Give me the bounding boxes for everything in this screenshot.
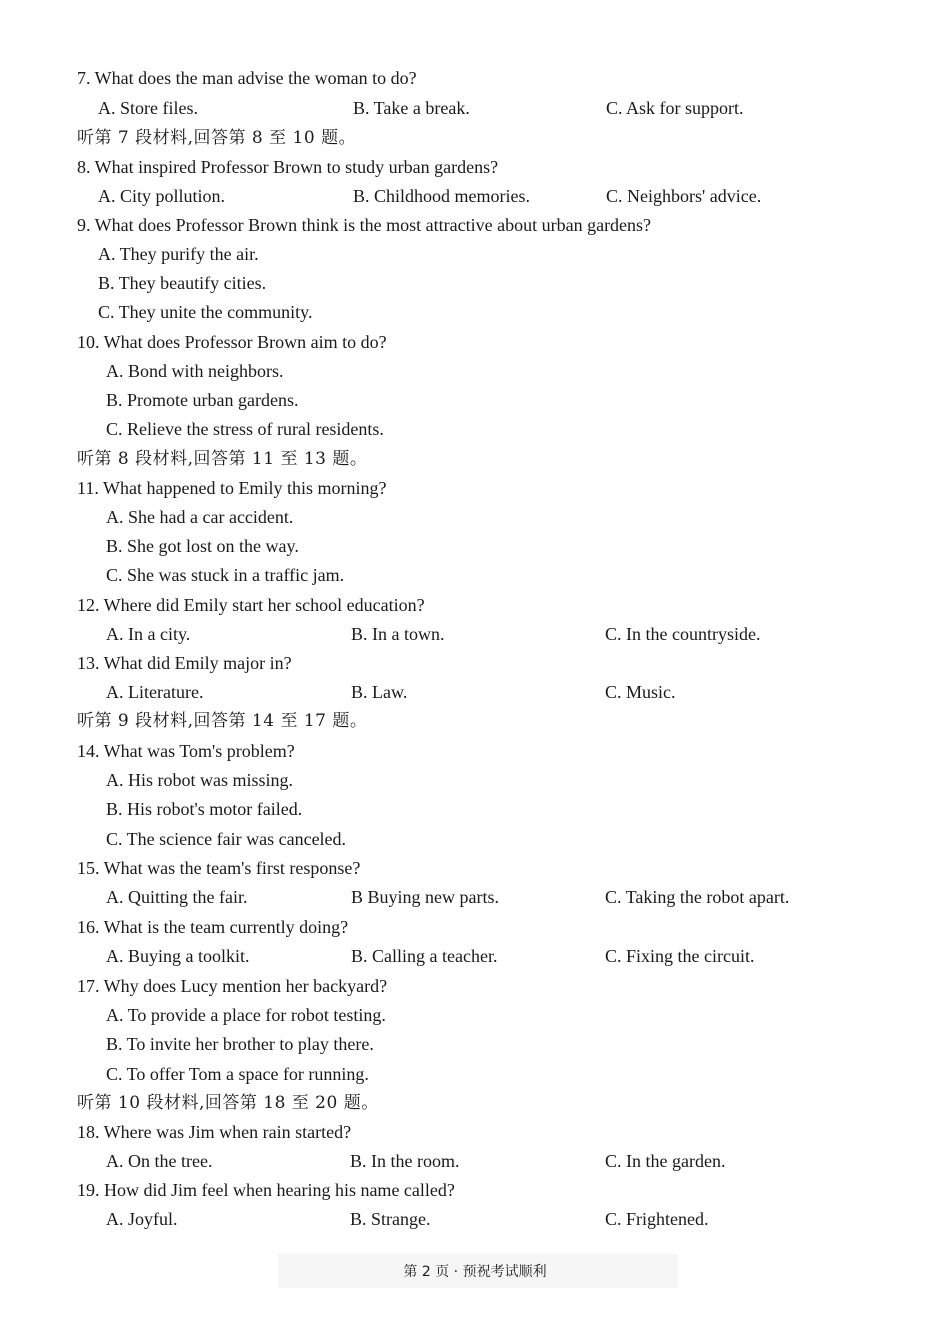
option-a: A. Joyful.: [106, 1209, 178, 1229]
option-a: A. Store files.: [98, 98, 198, 118]
question-14-option-c: C. The science fair was canceled.: [106, 829, 347, 849]
question-9-option-a: A. They purify the air.: [98, 244, 259, 264]
option-c: C. Taking the robot apart.: [605, 887, 790, 907]
question-11-option-b: B. She got lost on the way.: [106, 536, 299, 556]
question-10-option-b: B. Promote urban gardens.: [106, 390, 299, 410]
question-14-option-a: A. His robot was missing.: [106, 770, 294, 790]
question-10-stem: 10. What does Professor Brown aim to do?: [77, 332, 387, 352]
question-16-stem: 16. What is the team currently doing?: [77, 917, 349, 937]
question-16-options: [0, 945, 950, 967]
question-18-stem: 18. Where was Jim when rain started?: [77, 1122, 352, 1142]
question-8-stem: 8. What inspired Professor Brown to study urban gardens?: [77, 157, 499, 177]
option-c: C. Fixing the circuit.: [605, 946, 755, 966]
option-a: A. Buying a toolkit.: [106, 946, 250, 966]
question-14-option-b: B. His robot's motor failed.: [106, 799, 303, 819]
question-12-options: [0, 623, 950, 645]
question-13-options: [0, 681, 950, 703]
option-b: B. Strange.: [350, 1209, 431, 1229]
question-19-options: [0, 1208, 950, 1230]
question-19-stem: 19. How did Jim feel when hearing his name called?: [77, 1180, 455, 1200]
question-12-stem: 12. Where did Emily start her school education?: [77, 595, 425, 615]
question-7-options: [0, 97, 950, 119]
option-a: A. On the tree.: [106, 1151, 213, 1171]
question-17-option-c: C. To offer Tom a space for running.: [106, 1064, 369, 1084]
section-10-heading: 听第 10 段材料,回答第 18 至 20 题。: [77, 1093, 379, 1113]
option-b: B. Take a break.: [353, 98, 470, 118]
option-b: B. In the room.: [350, 1151, 460, 1171]
question-13-stem: 13. What did Emily major in?: [77, 653, 292, 673]
option-b: B. Calling a teacher.: [351, 946, 498, 966]
question-11-option-a: A. She had a car accident.: [106, 507, 294, 527]
option-c: C. In the countryside.: [605, 624, 761, 644]
question-17-stem: 17. Why does Lucy mention her backyard?: [77, 976, 388, 996]
option-a: A. Quitting the fair.: [106, 887, 248, 907]
question-11-option-c: C. She was stuck in a traffic jam.: [106, 565, 345, 585]
option-b: B. In a town.: [351, 624, 445, 644]
option-c: C. In the garden.: [605, 1151, 726, 1171]
question-8-options: [0, 185, 950, 207]
question-15-options: [0, 886, 950, 908]
question-17-option-a: A. To provide a place for robot testing.: [106, 1005, 386, 1025]
question-9-stem: 9. What does Professor Brown think is the most attractive about urban gardens?: [77, 215, 652, 235]
question-9-option-b: B. They beautify cities.: [98, 273, 267, 293]
question-15-stem: 15. What was the team's first response?: [77, 858, 361, 878]
question-9-option-c: C. They unite the community.: [98, 302, 313, 322]
option-c: C. Frightened.: [605, 1209, 709, 1229]
question-11-stem: 11. What happened to Emily this morning?: [77, 478, 387, 498]
question-14-stem: 14. What was Tom's problem?: [77, 741, 295, 761]
question-7-stem: 7. What does the man advise the woman to do?: [77, 68, 417, 88]
question-18-options: [0, 1150, 950, 1172]
page-footer: 第 2 页 · 预祝考试顺利: [403, 1264, 547, 1280]
section-8-heading: 听第 8 段材料,回答第 11 至 13 题。: [77, 449, 368, 469]
option-c: C. Ask for support.: [606, 98, 744, 118]
question-17-option-b: B. To invite her brother to play there.: [106, 1034, 374, 1054]
option-c: C. Music.: [605, 682, 676, 702]
option-a: A. Literature.: [106, 682, 204, 702]
option-a: A. In a city.: [106, 624, 191, 644]
option-b: B. Law.: [351, 682, 408, 702]
question-10-option-a: A. Bond with neighbors.: [106, 361, 284, 381]
section-9-heading: 听第 9 段材料,回答第 14 至 17 题。: [77, 711, 368, 731]
option-b: B. Childhood memories.: [353, 186, 530, 206]
option-b: B Buying new parts.: [351, 887, 499, 907]
option-a: A. City pollution.: [98, 186, 226, 206]
section-7-heading: 听第 7 段材料,回答第 8 至 10 题。: [77, 128, 357, 148]
option-c: C. Neighbors' advice.: [606, 186, 762, 206]
question-10-option-c: C. Relieve the stress of rural residents.: [106, 419, 384, 439]
